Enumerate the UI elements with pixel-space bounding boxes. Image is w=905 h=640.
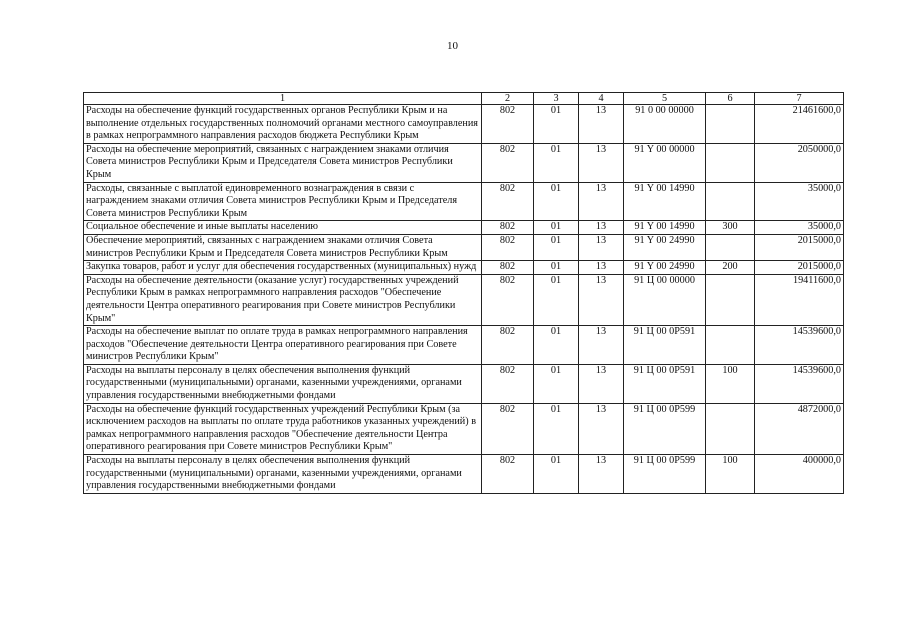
budget-table xyxy=(83,92,844,494)
row-description: Закупка товаров, работ и услуг для обеспечения государственных (муниципальных) нужд xyxy=(84,261,482,275)
column-header: 4 xyxy=(579,93,624,105)
row-section-code: 01 xyxy=(534,326,579,365)
column-header: 2 xyxy=(482,93,534,105)
row-expense-type: 100 xyxy=(706,364,755,403)
row-expense-type xyxy=(706,182,755,221)
row-description: Расходы на обеспечение функций государственных органов Республики Крым и на выполнение отдельных государственных полномочий органами местного самоуправления в рамках непрограммного направления расходов бюджета Республики Крым xyxy=(84,105,482,144)
row-expense-type xyxy=(706,274,755,325)
row-amount: 2015000,0 xyxy=(755,261,844,275)
row-amount: 14539600,0 xyxy=(755,326,844,365)
row-ministry-code: 802 xyxy=(482,182,534,221)
row-expense-type xyxy=(706,143,755,182)
row-amount: 4872000,0 xyxy=(755,403,844,454)
row-section-code: 01 xyxy=(534,234,579,260)
row-amount: 2050000,0 xyxy=(755,143,844,182)
table-row xyxy=(84,143,844,182)
table-row xyxy=(84,403,844,454)
row-ministry-code: 802 xyxy=(482,403,534,454)
row-expense-type xyxy=(706,403,755,454)
row-subsection-code: 13 xyxy=(579,274,624,325)
row-target-article: 91 0 00 00000 xyxy=(624,105,706,144)
row-subsection-code: 13 xyxy=(579,364,624,403)
row-description: Расходы на выплаты персоналу в целях обеспечения выполнения функций государственными (муниципальными) органами, казенными учреждениями, органами управления государственными внебюджетными фондами xyxy=(84,455,482,494)
row-target-article: 91 Y 00 14990 xyxy=(624,182,706,221)
row-subsection-code: 13 xyxy=(579,403,624,454)
row-amount: 2015000,0 xyxy=(755,234,844,260)
column-header: 6 xyxy=(706,93,755,105)
row-subsection-code: 13 xyxy=(579,221,624,235)
row-section-code: 01 xyxy=(534,261,579,275)
row-section-code: 01 xyxy=(534,105,579,144)
row-target-article: 91 Ц 00 00000 xyxy=(624,274,706,325)
table-row xyxy=(84,182,844,221)
row-section-code: 01 xyxy=(534,455,579,494)
table-row xyxy=(84,274,844,325)
table-row xyxy=(84,455,844,494)
row-ministry-code: 802 xyxy=(482,234,534,260)
row-amount: 21461600,0 xyxy=(755,105,844,144)
row-amount: 14539600,0 xyxy=(755,364,844,403)
row-description: Расходы на обеспечение функций государственных учреждений Республики Крым (за исключением расходов на выплаты по оплате труда работников указанных учреждений) в рамках непрограммного направления расходов "Обеспечение деятельности Центра оперативного реагирования при Совете министров Республики Крым" xyxy=(84,403,482,454)
row-ministry-code: 802 xyxy=(482,105,534,144)
table-header-row xyxy=(84,93,844,105)
column-header: 5 xyxy=(624,93,706,105)
row-section-code: 01 xyxy=(534,221,579,235)
row-description: Расходы на выплаты персоналу в целях обеспечения выполнения функций государственными (муниципальными) органами, казенными учреждениями, органами управления государственными внебюджетными фондами xyxy=(84,364,482,403)
row-expense-type: 100 xyxy=(706,455,755,494)
table-row xyxy=(84,105,844,144)
row-subsection-code: 13 xyxy=(579,143,624,182)
row-description: Расходы, связанные с выплатой единовременного вознаграждения в связи с награждением знаками отличия Совета министров Республики Крым и Председателя Совета министров Республики Крым xyxy=(84,182,482,221)
row-description: Обеспечение мероприятий, связанных с награждением знаками отличия Совета министров Республики Крым и Председателя Совета министров Республики Крым xyxy=(84,234,482,260)
row-target-article: 91 Y 00 24990 xyxy=(624,261,706,275)
row-subsection-code: 13 xyxy=(579,182,624,221)
row-subsection-code: 13 xyxy=(579,261,624,275)
row-section-code: 01 xyxy=(534,364,579,403)
row-subsection-code: 13 xyxy=(579,326,624,365)
row-description: Расходы на обеспечение мероприятий, связанных с награждением знаками отличия Совета министров Республики Крым и Председателя Совета министров Республики Крым xyxy=(84,143,482,182)
column-header: 7 xyxy=(755,93,844,105)
row-amount: 19411600,0 xyxy=(755,274,844,325)
row-section-code: 01 xyxy=(534,182,579,221)
row-subsection-code: 13 xyxy=(579,105,624,144)
row-target-article: 91 Ц 00 0Р599 xyxy=(624,403,706,454)
row-ministry-code: 802 xyxy=(482,261,534,275)
row-ministry-code: 802 xyxy=(482,326,534,365)
row-section-code: 01 xyxy=(534,274,579,325)
row-subsection-code: 13 xyxy=(579,455,624,494)
row-ministry-code: 802 xyxy=(482,221,534,235)
row-amount: 35000,0 xyxy=(755,221,844,235)
column-header: 3 xyxy=(534,93,579,105)
table-row xyxy=(84,326,844,365)
row-expense-type: 300 xyxy=(706,221,755,235)
row-target-article: 91 Y 00 24990 xyxy=(624,234,706,260)
row-target-article: 91 Y 00 00000 xyxy=(624,143,706,182)
row-section-code: 01 xyxy=(534,143,579,182)
row-ministry-code: 802 xyxy=(482,364,534,403)
table-row xyxy=(84,261,844,275)
table-row xyxy=(84,221,844,235)
row-expense-type: 200 xyxy=(706,261,755,275)
row-expense-type xyxy=(706,234,755,260)
row-expense-type xyxy=(706,326,755,365)
row-ministry-code: 802 xyxy=(482,143,534,182)
column-header: 1 xyxy=(84,93,482,105)
row-description: Социальное обеспечение и иные выплаты населению xyxy=(84,221,482,235)
row-target-article: 91 Ц 00 0Р591 xyxy=(624,326,706,365)
row-amount: 35000,0 xyxy=(755,182,844,221)
row-subsection-code: 13 xyxy=(579,234,624,260)
table-row xyxy=(84,364,844,403)
row-amount: 400000,0 xyxy=(755,455,844,494)
row-expense-type xyxy=(706,105,755,144)
page-number: 10 xyxy=(447,40,458,52)
row-section-code: 01 xyxy=(534,403,579,454)
row-description: Расходы на обеспечение деятельности (оказание услуг) государственных учреждений Республики Крым в рамках непрограммного направления расходов "Обеспечение деятельности Центра оперативного реагирования при Совете министров Республики Крым" xyxy=(84,274,482,325)
row-ministry-code: 802 xyxy=(482,274,534,325)
row-target-article: 91 Ц 00 0Р591 xyxy=(624,364,706,403)
row-target-article: 91 Y 00 14990 xyxy=(624,221,706,235)
row-target-article: 91 Ц 00 0Р599 xyxy=(624,455,706,494)
row-description: Расходы на обеспечение выплат по оплате труда в рамках непрограммного направления расходов "Обеспечение деятельности Центра оперативного реагирования при Совете министров Республики Крым" xyxy=(84,326,482,365)
table-row xyxy=(84,234,844,260)
row-ministry-code: 802 xyxy=(482,455,534,494)
